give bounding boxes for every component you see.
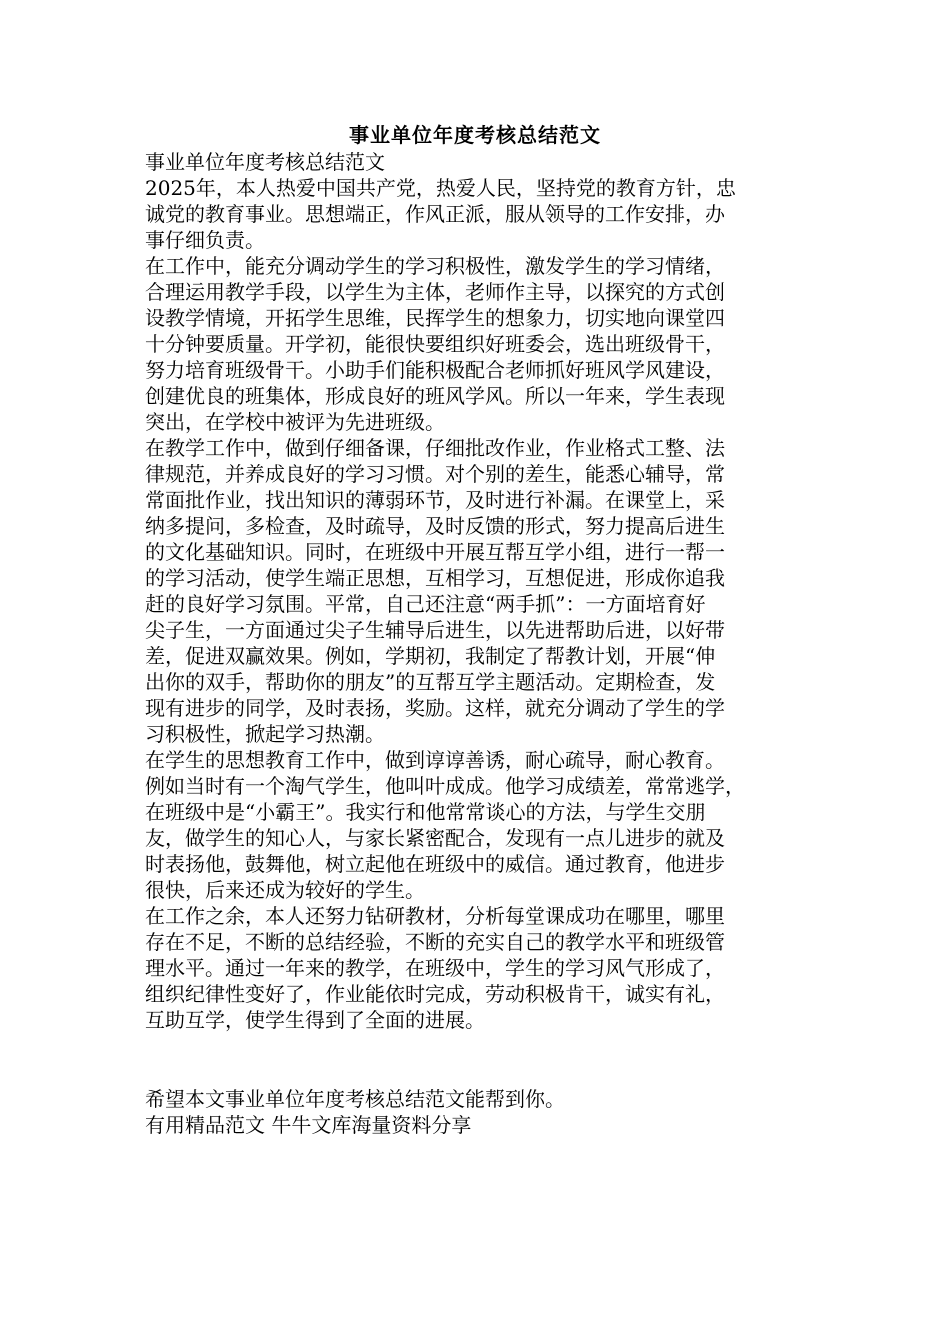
text-line: 十分钟要质量。开学初，能很快要组织好班委会，选出班级骨干， bbox=[145, 332, 725, 356]
text-line: 设教学情境，开拓学生思维，民挥学生的想象力，切实地向课堂四 bbox=[145, 306, 725, 330]
text-line: 的文化基础知识。同时，在班级中开展互帮互学小组，进行一帮一 bbox=[145, 540, 725, 564]
paragraph-2 bbox=[145, 253, 805, 435]
text-line: 很快，后来还成为较好的学生。 bbox=[145, 878, 425, 902]
text-line: 差，促进双赢效果。例如，学期初，我制定了帮教计划，开展“伸 bbox=[145, 644, 716, 668]
text-line: 理水平。通过一年来的教学，在班级中，学生的学习风气形成了， bbox=[145, 956, 725, 980]
text-line: 组织纪律性变好了，作业能依时完成，劳动积极肯干，诚实有礼， bbox=[145, 982, 725, 1006]
text-line: 纳多提问，多检查，及时疏导，及时反馈的形式，努力提高后进生 bbox=[145, 514, 725, 538]
text-line: 赶的良好学习氛围。平常，自己还注意“两手抓”：一方面培育好 bbox=[145, 592, 706, 616]
text-line: 在班级中是“小霸王”。我实行和他常常谈心的方法，与学生交朋 bbox=[145, 800, 706, 824]
footer-text: 有用精品范文 牛牛文库海量资料分享 bbox=[145, 1113, 472, 1137]
text-line: 存在不足，不断的总结经验，不断的充实自己的教学水平和班级管 bbox=[145, 930, 725, 954]
paragraph-3 bbox=[145, 435, 805, 747]
text-line: 例如当时有一个淘气学生，他叫叶成成。他学习成绩差，常常逃学， bbox=[145, 774, 745, 798]
text-line: 友，做学生的知心人，与家长紧密配合，发现有一点儿进步的就及 bbox=[145, 826, 725, 850]
blank-space bbox=[145, 1033, 805, 1086]
text-line: 诚党的教育事业。思想端正，作风正派，服从领导的工作安排，办 bbox=[145, 202, 725, 226]
text-line: 现有进步的同学，及时表扬，奖励。这样，就充分调动了学生的学 bbox=[145, 696, 725, 720]
text-line: 互助互学，使学生得到了全面的进展。 bbox=[145, 1008, 485, 1032]
text-line: 在教学工作中，做到仔细备课，仔细批改作业，作业格式工整、法 bbox=[145, 436, 725, 460]
text-line: 突出，在学校中被评为先进班级。 bbox=[145, 410, 445, 434]
document-body bbox=[145, 121, 805, 1138]
text-line: 在学生的思想教育工作中，做到谆谆善诱，耐心疏导，耐心教育。 bbox=[145, 748, 725, 772]
paragraph-5 bbox=[145, 903, 805, 1033]
text-line: 常面批作业，找出知识的薄弱环节，及时进行补漏。在课堂上，采 bbox=[145, 488, 725, 512]
paragraph-1 bbox=[145, 175, 805, 253]
text-line: 尖子生，一方面通过尖子生辅导后进生，以先进帮助后进，以好带 bbox=[145, 618, 725, 642]
text-line: 出你的双手，帮助你的朋友”的互帮互学主题活动。定期检查，发 bbox=[145, 670, 716, 694]
text-line: 时表扬他，鼓舞他，树立起他在班级中的威信。通过教育，他进步 bbox=[145, 852, 725, 876]
text-line: 习积极性，掀起学习热潮。 bbox=[145, 722, 385, 746]
text-line: 合理运用教学手段，以学生为主体，老师作主导，以探究的方式创 bbox=[145, 280, 725, 304]
text-line: 创建优良的班集体，形成良好的班风学风。所以一年来，学生表现 bbox=[145, 384, 725, 408]
document-subtitle: 事业单位年度考核总结范文 bbox=[145, 150, 385, 174]
text-line: 努力培育班级骨干。小助手们能积极配合老师抓好班风学风建设， bbox=[145, 358, 725, 382]
text-line: 2025年，本人热爱中国共产党，热爱人民，坚持党的教育方针，忠 bbox=[145, 176, 736, 200]
text-line: 在工作中，能充分调动学生的学习积极性，激发学生的学习情绪， bbox=[145, 254, 725, 278]
closing-note: 希望本文事业单位年度考核总结范文能帮到你。 bbox=[145, 1087, 565, 1111]
text-line: 事仔细负责。 bbox=[145, 228, 265, 252]
document-title: 事业单位年度考核总结范文 bbox=[349, 123, 601, 147]
text-line: 的学习活动，使学生端正思想，互相学习，互想促进，形成你追我 bbox=[145, 566, 725, 590]
text-line: 律规范，并养成良好的学习习惯。对个别的差生，能悉心辅导，常 bbox=[145, 462, 725, 486]
paragraph-4 bbox=[145, 747, 805, 903]
text-line: 在工作之余，本人还努力钻研教材，分析每堂课成功在哪里，哪里 bbox=[145, 904, 725, 928]
